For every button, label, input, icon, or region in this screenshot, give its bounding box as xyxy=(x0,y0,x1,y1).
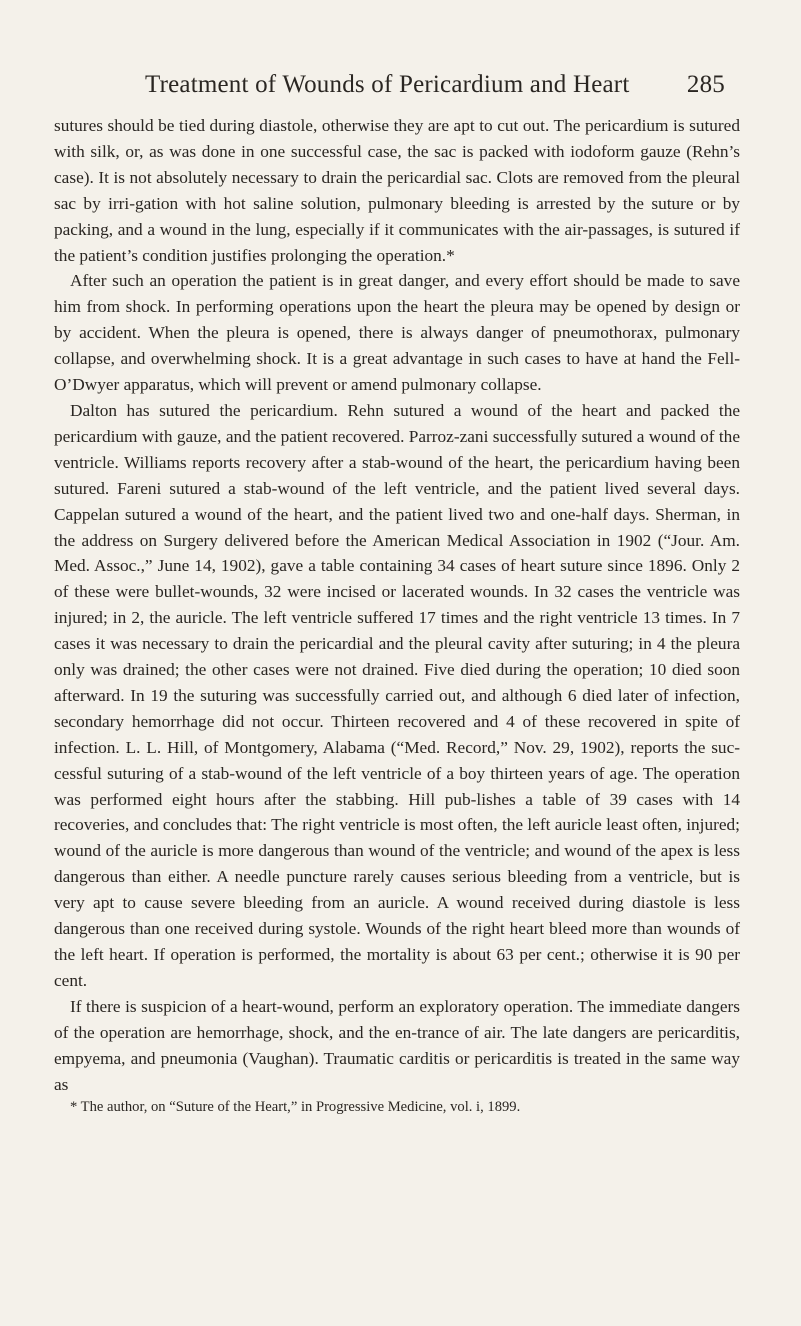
page-number: 285 xyxy=(686,71,725,98)
paragraph: If there is suspicion of a heart-wound, perform an exploratory operation. The immediate dangers of the operation are hemorrhage, shock, and the en-trance of air. The late dangers are pericarditis, empyema, and pneumonia (Vaughan). Traumatic carditis or pericarditis is treated in the same way as xyxy=(54,996,740,1094)
running-title: Treatment of Wounds of Pericardium and Heart xyxy=(145,71,630,98)
footnote: * The author, on “Suture of the Heart,” in Progressive Medicine, vol. i, 1899. xyxy=(70,1099,521,1116)
body-text xyxy=(54,113,740,1117)
paragraph: Dalton has sutured the pericardium. Rehn sutured a wound of the heart and packed the pericardium with gauze, and the patient recovered. Parroz-zani successfully sutured a wound of the ventricle. Williams reports recovery after a stab-wound of the heart, the pericardium having been sutured. Fareni sutured a stab-wound of the left ventricle, and the patient lived several days. Cappelan sutured a wound of the heart, and the patient lived two and one-half days. Sherman, in the address on Surgery delivered before the American Medical Association in 1902 (“Jour. Am. Med. Assoc.,” June 14, 1902), gave a table containing 34 cases of heart suture since 1896. Only 2 of these were bullet-wounds, 32 were incised or lacerated wounds. In 32 cases the ventricle was injured; in 2, the auricle. The left ventricle suffered 17 times and the right ventricle 13 times. In 7 cases it was necessary to drain the pericardial and the pleural cavity after suturing; in 4 the pleura only was drained; the other cases were not drained. Five died during the operation; 10 died soon afterward. In 19 the suturing was successfully carried out, and although 6 died later of infection, secondary hemorrhage did not occur. Thirteen recovered and 4 of these recovered in spite of infection. L. L. Hill, of Montgomery, Alabama (“Med. Record,” Nov. 29, 1902), reports the suc-cessful suturing of a stab-wound of the left ventricle of a boy thirteen years of age. The operation was performed eight hours after the stabbing. Hill pub-lishes a table of 39 cases with 14 recoveries, and concludes that: The right ventricle is most often, the left auricle least often, injured; wound of the auricle is more dangerous than wound of the ventricle; and wound of the apex is less dangerous than either. A needle puncture rarely causes serious bleeding from a ventricle, but is very apt to cause severe bleeding from an auricle. A wound received during diastole is less dangerous than one received during systole. Wounds of the right heart bleed more than wounds of the left heart. If operation is performed, the mortality is about 63 per cent.; otherwise it is 90 per cent. xyxy=(54,400,740,990)
paragraph: After such an operation the patient is in great danger, and every effort should be made to save him from shock. In performing operations upon the heart the pleura may be opened by design or by accident. When the pleura is opened, there is always danger of pneumothorax, pulmonary collapse, and overwhelming shock. It is a great advantage in such cases to have at hand the Fell-O’Dwyer apparatus, which will prevent or amend pulmonary collapse. xyxy=(54,271,740,395)
paragraph: sutures should be tied during diastole, otherwise they are apt to cut out. The pericardium is sutured with silk, or, as was done in one successful case, the sac is packed with iodoform gauze (Rehn’s case). It is not absolutely necessary to drain the pericardial sac. Clots are removed from the pleural sac by irri-gation with hot saline solution, pulmonary bleeding is arrested by the suture or by packing, and a wound in the lung, especially if it communicates with the air-passages, is sutured if the patient’s condition justifies prolonging the operation.* xyxy=(54,116,740,265)
